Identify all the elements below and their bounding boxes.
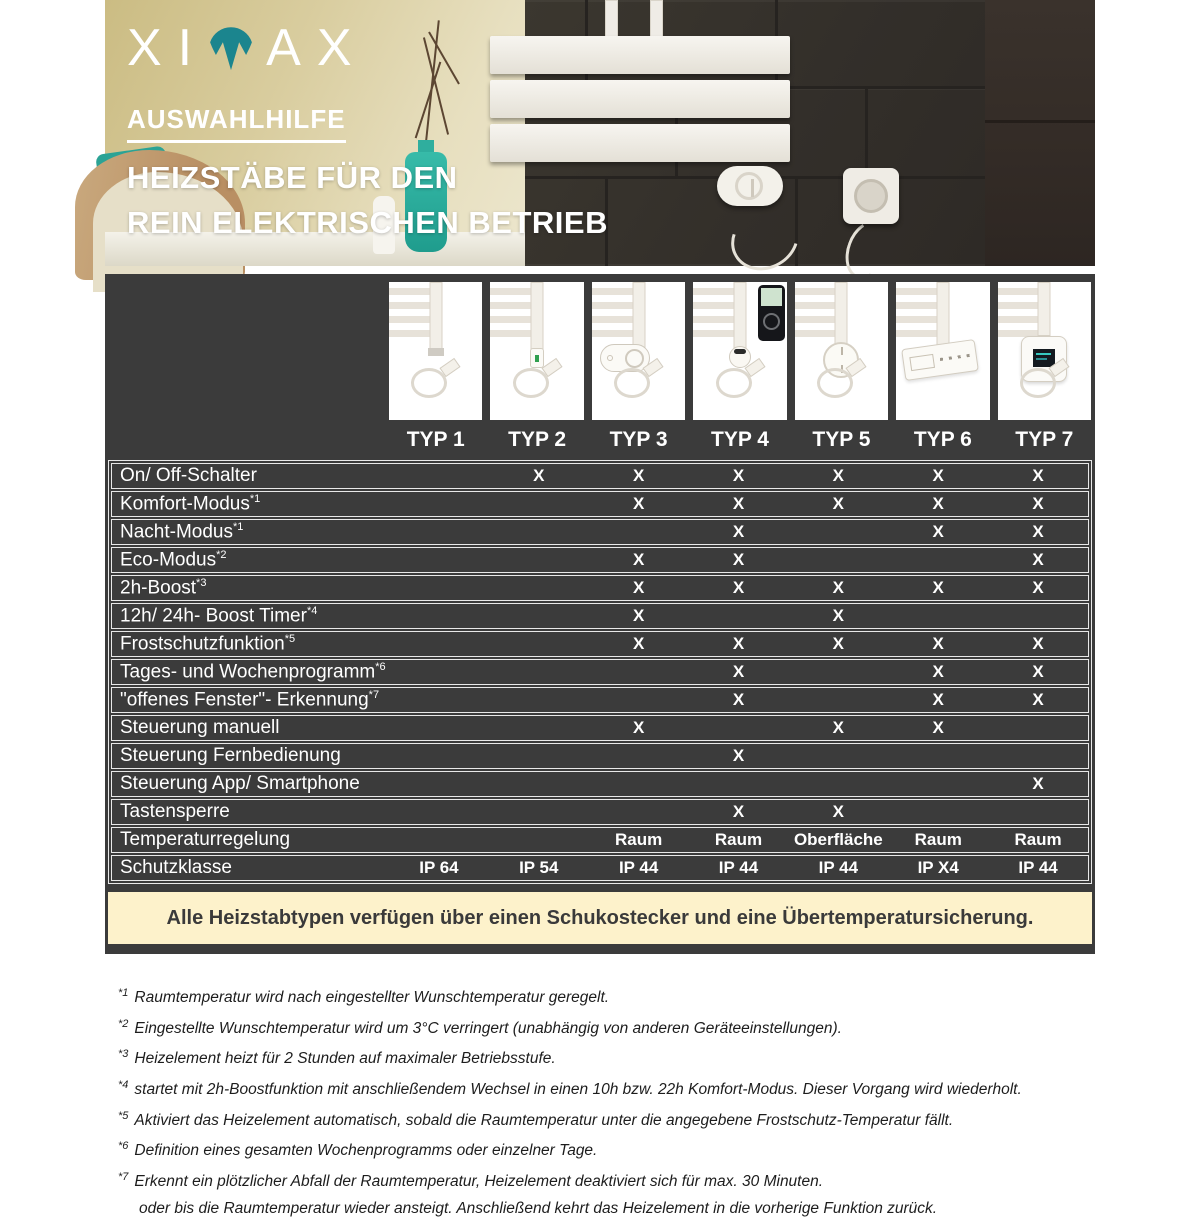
product-cell bbox=[689, 282, 790, 420]
feature-mark-typ-2: X bbox=[533, 466, 545, 485]
feature-mark-typ-7: X bbox=[1032, 522, 1044, 541]
ximax-logo bbox=[127, 12, 608, 84]
feature-mark-typ-5: X bbox=[832, 718, 845, 737]
feature-mark-typ-4: X bbox=[732, 746, 745, 765]
table-row bbox=[111, 799, 1089, 825]
typ-6-heating-rod-control-panel-photo bbox=[896, 282, 989, 420]
hero-title: HEIZSTÄBE FÜR DEN REIN ELEKTRISCHEN BETRIEB bbox=[127, 160, 608, 240]
feature-mark-typ-3: X bbox=[632, 606, 645, 625]
cable-loop bbox=[716, 368, 752, 398]
table-row bbox=[111, 827, 1089, 853]
feature-mark-typ-4: X bbox=[732, 578, 745, 597]
feature-mark-typ-6: X bbox=[932, 690, 944, 709]
row-label: Schutzklasse bbox=[120, 857, 232, 878]
table-row bbox=[111, 743, 1089, 769]
table-row bbox=[111, 855, 1089, 881]
typ-4-heating-rod-remote-control-photo bbox=[693, 282, 786, 420]
column-header-typ-7: TYP 7 bbox=[1015, 428, 1074, 451]
table-row bbox=[111, 603, 1089, 629]
heating-rod-controller bbox=[717, 166, 783, 206]
row-label: Tages- und Wochenprogramm$^{*6}$ bbox=[120, 660, 386, 683]
feature-mark-typ-5: X bbox=[832, 494, 845, 513]
heating-rod bbox=[733, 282, 746, 352]
footnotes bbox=[118, 984, 1095, 1218]
feature-mark-typ-3: X bbox=[632, 550, 645, 569]
feature-mark-typ-5: X bbox=[832, 606, 845, 625]
feature-mark-typ-7: X bbox=[1032, 550, 1044, 569]
radiator-pipe bbox=[650, 0, 663, 40]
feature-mark-typ-7: X bbox=[1032, 774, 1044, 793]
ximax-logo-text-pre: XI bbox=[127, 19, 209, 77]
table-row bbox=[111, 519, 1089, 545]
footnote: $^{*6}$ Definition eines gesamten Wochenprogramms oder einzelner Tage. bbox=[118, 1140, 598, 1160]
value-cell-typ-6: IP X4 bbox=[917, 858, 959, 877]
table-row bbox=[111, 575, 1089, 601]
feature-mark-typ-7: X bbox=[1032, 494, 1044, 513]
feature-mark-typ-4: X bbox=[732, 494, 745, 513]
product-cell bbox=[385, 282, 486, 420]
value-cell-typ-5: IP 44 bbox=[818, 858, 859, 877]
feature-mark-typ-4: X bbox=[732, 522, 745, 541]
feature-mark-typ-4: X bbox=[732, 466, 745, 485]
feature-mark-typ-3: X bbox=[632, 634, 645, 653]
column-header-typ-2: TYP 2 bbox=[508, 428, 567, 451]
note-strip bbox=[108, 892, 1092, 944]
footnote: $^{*7}$ Erkennt ein plötzlicher Abfall der Raumtemperatur, Heizelement deaktiviert sich für max. 30 Minuten. bbox=[118, 1170, 824, 1191]
feature-mark-typ-6: X bbox=[932, 494, 944, 513]
footnote: $^{*2}$ Eingestellte Wunschtemperatur wird um 3°C verringert (unabhängig von anderen Geräteeinstellungen). bbox=[118, 1017, 842, 1037]
note-text: Alle Heizstabtypen verfügen über einen Schukostecker und eine Übertemperatursicherung. bbox=[166, 906, 1034, 929]
value-cell-typ-3: Raum bbox=[615, 830, 663, 849]
row-label: Steuerung Fernbedienung bbox=[120, 745, 341, 766]
typ-2-heating-rod-indicator-photo bbox=[490, 282, 583, 420]
product-cell bbox=[486, 282, 587, 420]
feature-mark-typ-7: X bbox=[1032, 466, 1044, 485]
product-cell bbox=[588, 282, 689, 420]
column-header-typ-6: TYP 6 bbox=[913, 428, 972, 451]
typ-3-heating-rod-dial-controller-photo bbox=[592, 282, 685, 420]
footnote: $^{*1}$ Raumtemperatur wird nach eingestellter Wunschtemperatur geregelt. bbox=[118, 987, 610, 1007]
value-cell-typ-7: Raum bbox=[1014, 830, 1062, 849]
row-label: Tastensperre bbox=[120, 801, 230, 822]
feature-mark-typ-4: X bbox=[732, 550, 745, 569]
feature-mark-typ-5: X bbox=[832, 802, 845, 821]
remote-control-icon bbox=[758, 285, 785, 341]
feature-mark-typ-6: X bbox=[932, 522, 944, 541]
footnote: $^{*3}$ Heizelement heizt für 2 Stunden auf maximaler Betriebsstufe. bbox=[118, 1048, 556, 1068]
dark-cabinet bbox=[985, 0, 1095, 266]
row-label: Steuerung manuell bbox=[120, 717, 280, 738]
heating-rod bbox=[1038, 282, 1051, 336]
feature-mark-typ-7: X bbox=[1032, 662, 1044, 681]
typ-5-heating-rod-thermostat-dial-photo bbox=[795, 282, 888, 420]
feature-mark-typ-6: X bbox=[932, 718, 944, 737]
row-label: Temperaturregelung bbox=[120, 829, 291, 850]
value-cell-typ-4: IP 44 bbox=[718, 858, 759, 877]
footnote: $^{*5}$ Aktiviert das Heizelement automatisch, sobald die Raumtemperatur unter die angegebene Frostschutz-Temperatur fällt. bbox=[118, 1109, 954, 1129]
table-row bbox=[111, 491, 1089, 517]
value-cell-typ-3: IP 44 bbox=[618, 858, 659, 877]
feature-mark-typ-3: X bbox=[632, 466, 645, 485]
feature-mark-typ-3: X bbox=[632, 494, 645, 513]
row-label: Steuerung App/ Smartphone bbox=[120, 773, 360, 794]
value-cell-typ-6: Raum bbox=[914, 830, 962, 849]
product-cell bbox=[994, 282, 1095, 420]
plug-icon bbox=[440, 358, 461, 377]
typ-1-heating-rod-photo bbox=[389, 282, 482, 420]
row-label: Nacht-Modus$^{*1}$ bbox=[120, 520, 244, 543]
column-header-typ-5: TYP 5 bbox=[812, 428, 871, 451]
wall-socket bbox=[843, 168, 899, 224]
ximax-logo-text-post: AX bbox=[266, 19, 368, 77]
row-label-spacer bbox=[105, 282, 385, 420]
column-header-typ-4: TYP 4 bbox=[711, 428, 769, 451]
cabinet-seam bbox=[985, 120, 1095, 123]
value-cell-typ-4: Raum bbox=[714, 830, 763, 849]
table-row bbox=[111, 631, 1089, 657]
footnote-continuation: oder bis die Raumtemperatur wieder ansteigt. Anschließend kehrt das Heizelement in die vorherige Funktion zurück. bbox=[139, 1199, 938, 1217]
feature-mark-typ-4: X bbox=[732, 662, 745, 681]
row-label: On/ Off-Schalter bbox=[120, 465, 257, 486]
row-label: 2h-Boost$^{*3}$ bbox=[120, 576, 207, 599]
heating-rod bbox=[632, 282, 645, 352]
row-label: 12h/ 24h- Boost Timer$^{*4}$ bbox=[120, 604, 318, 627]
column-header-typ-3: TYP 3 bbox=[609, 428, 668, 451]
feature-mark-typ-3: X bbox=[632, 718, 645, 737]
hero-banner bbox=[105, 0, 1095, 266]
table-row bbox=[111, 463, 1089, 489]
feature-mark-typ-7: X bbox=[1032, 578, 1044, 597]
heating-rod bbox=[936, 282, 949, 352]
comparison-table bbox=[105, 274, 1095, 954]
row-label-spacer bbox=[105, 424, 385, 460]
feature-mark-typ-5: X bbox=[832, 578, 845, 597]
column-header-row bbox=[105, 424, 1095, 460]
feature-mark-typ-6: X bbox=[932, 662, 944, 681]
feature-mark-typ-4: X bbox=[732, 690, 745, 709]
typ-7-heating-rod-display-box-photo bbox=[998, 282, 1091, 420]
cable-loop bbox=[513, 368, 549, 398]
feature-rows bbox=[108, 460, 1092, 884]
product-image-row bbox=[105, 282, 1095, 420]
feature-mark-typ-7: X bbox=[1032, 634, 1044, 653]
column-header-typ-1: TYP 1 bbox=[406, 428, 465, 451]
footnote: $^{*4}$ startet mit 2h-Boostfunktion mit anschließendem Wechsel in einen 10h bzw. 22h Komfort-Modus. Dieser Vorgang wird wiederholt. bbox=[118, 1078, 1022, 1099]
feature-mark-typ-6: X bbox=[932, 466, 944, 485]
feature-mark-typ-6: X bbox=[932, 578, 944, 597]
feature-mark-typ-4: X bbox=[732, 634, 745, 653]
heating-rod bbox=[429, 282, 442, 352]
row-label: Komfort-Modus$^{*1}$ bbox=[120, 492, 261, 515]
feature-mark-typ-6: X bbox=[932, 634, 944, 653]
row-label: Frostschutzfunktion$^{*5}$ bbox=[120, 632, 296, 655]
feature-mark-typ-4: X bbox=[732, 802, 745, 821]
value-cell-typ-1: IP 64 bbox=[419, 858, 459, 877]
table-row bbox=[111, 547, 1089, 573]
ximax-logo-mark-icon bbox=[202, 12, 260, 76]
value-cell-typ-5: Oberfläche bbox=[793, 830, 883, 849]
table-row bbox=[111, 715, 1089, 741]
table-row bbox=[111, 771, 1089, 797]
hero-eyebrow: AUSWAHLHILFE bbox=[127, 104, 346, 143]
table-row bbox=[111, 659, 1089, 685]
row-label: Eco-Modus$^{*2}$ bbox=[120, 548, 227, 571]
table-row bbox=[111, 687, 1089, 713]
product-cell bbox=[791, 282, 892, 420]
value-cell-typ-7: IP 44 bbox=[1018, 858, 1058, 877]
feature-mark-typ-5: X bbox=[832, 634, 845, 653]
feature-mark-typ-7: X bbox=[1032, 690, 1044, 709]
row-label: "offenes Fenster"- Erkennung$^{*7}$ bbox=[120, 688, 380, 711]
product-cell bbox=[892, 282, 993, 420]
feature-mark-typ-5: X bbox=[832, 466, 845, 485]
heating-rod bbox=[531, 282, 544, 352]
feature-mark-typ-3: X bbox=[632, 578, 645, 597]
value-cell-typ-2: IP 54 bbox=[519, 858, 559, 877]
